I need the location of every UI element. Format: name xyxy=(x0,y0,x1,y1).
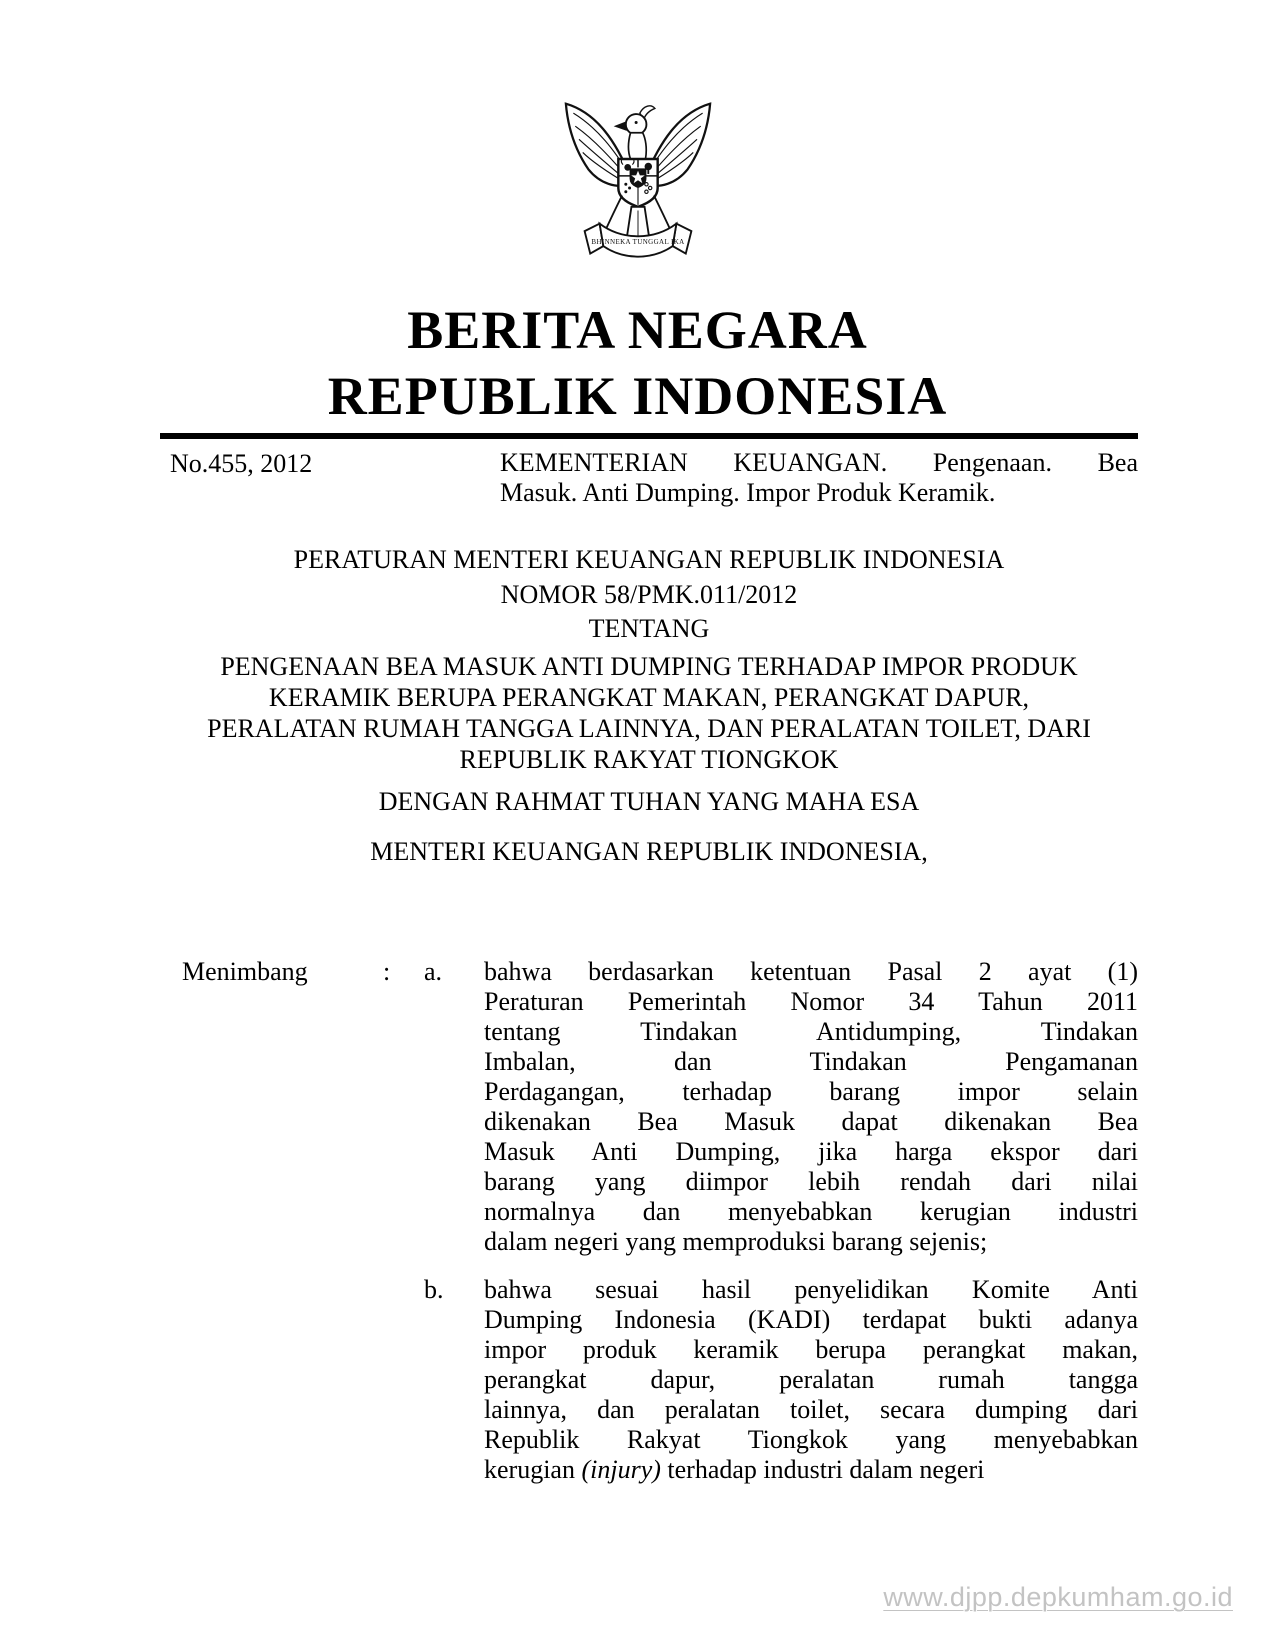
footer-watermark-link[interactable]: www.djpp.depkumham.go.id xyxy=(883,1582,1233,1612)
item-b-marker: b. xyxy=(424,1275,444,1304)
text-line: bahwa sesuai hasil penyelidikan Komite Anti xyxy=(484,1275,1138,1304)
masthead-divider-rule xyxy=(160,433,1138,439)
text-line: tentang Tindakan Antidumping, Tindakan xyxy=(484,1017,1138,1046)
item-b-text xyxy=(484,1275,1138,1485)
eagle-head xyxy=(613,106,654,159)
emblem-container xyxy=(0,0,1275,277)
text-line: normalnya dan menyebabkan kerugian industri xyxy=(484,1197,1138,1226)
text-line: Perdagangan, terhadap barang impor selain xyxy=(484,1077,1138,1106)
text-line: dalam negeri yang memproduksi barang sejenis; xyxy=(484,1227,988,1256)
tentang-label: TENTANG xyxy=(588,614,710,643)
gazette-title-line1: BERITA NEGARA xyxy=(407,300,868,360)
text-line: REPUBLIK RAKYAT TIONGKOK xyxy=(459,745,839,774)
text-line: Masuk. Anti Dumping. Impor Produk Keramik. xyxy=(500,478,996,507)
garuda-pancasila-emblem xyxy=(549,85,727,277)
text-line: KERAMIK BERUPA PERANGKAT MAKAN, PERANGKAT DAPUR, xyxy=(268,683,1030,712)
regulation-subject xyxy=(160,651,1138,775)
regulation-title-block xyxy=(160,544,1138,867)
text-line: perangkat dapur, peralatan rumah tangga xyxy=(484,1365,1138,1394)
gazette-title-line2: REPUBLIK INDONESIA xyxy=(327,366,948,426)
authority-line: MENTERI KEUANGAN REPUBLIK INDONESIA, xyxy=(370,837,928,866)
preamble-menimbang xyxy=(160,957,1138,1485)
gazette-title xyxy=(0,297,1275,429)
text-line: PERALATAN RUMAH TANGGA LAINNYA, DAN PERALATAN TOILET, DARI xyxy=(207,714,1091,743)
text-line: Dumping Indonesia (KADI) terdapat bukti adanya xyxy=(484,1305,1138,1334)
invocation-line: DENGAN RAHMAT TUHAN YANG MAHA ESA xyxy=(378,787,920,816)
regulation-title: PERATURAN MENTERI KEUANGAN REPUBLIK INDONESIA xyxy=(293,545,1005,574)
gazette-header-row xyxy=(160,448,1138,508)
regulation-number: NOMOR 58/PMK.011/2012 xyxy=(500,580,798,609)
emblem-motto: BHINNEKA TUNGGAL IKA xyxy=(590,238,685,247)
text-line: Republik Rakyat Tiongkok yang menyebabkan xyxy=(484,1425,1138,1454)
text-line: lainnya, dan peralatan toilet, secara dumping dari xyxy=(484,1395,1138,1424)
item-a-text xyxy=(484,957,1138,1257)
text-line: Peraturan Pemerintah Nomor 34 Tahun 2011 xyxy=(484,987,1138,1016)
text-line: impor produk keramik berupa perangkat makan, xyxy=(484,1335,1138,1364)
text-line: dikenakan Bea Masuk dapat dikenakan Bea xyxy=(484,1107,1138,1136)
text-line: barang yang diimpor lebih rendah dari nilai xyxy=(484,1167,1138,1196)
subject-abstract xyxy=(500,448,1138,508)
text-line: Imbalan, dan Tindakan Pengamanan xyxy=(484,1047,1138,1076)
text-line: PENGENAAN BEA MASUK ANTI DUMPING TERHADAP IMPOR PRODUK xyxy=(220,652,1078,681)
issue-number: No.455, 2012 xyxy=(170,449,313,478)
text-line: bahwa berdasarkan ketentuan Pasal 2 ayat (1) xyxy=(484,957,1138,986)
menimbang-colon: : xyxy=(383,957,391,986)
menimbang-label: Menimbang xyxy=(182,957,308,986)
text-line: KEMENTERIAN KEUANGAN. Pengenaan. Bea xyxy=(500,448,1138,477)
text-line: Masuk Anti Dumping, jika harga ekspor dari xyxy=(484,1137,1138,1166)
pancasila-shield xyxy=(618,159,657,207)
preamble-item-a xyxy=(160,957,1138,1257)
preamble-item-b xyxy=(160,1275,1138,1485)
text-line: kerugian (injury) terhadap industri dalam negeri xyxy=(484,1455,985,1484)
item-a-marker: a. xyxy=(424,957,443,986)
